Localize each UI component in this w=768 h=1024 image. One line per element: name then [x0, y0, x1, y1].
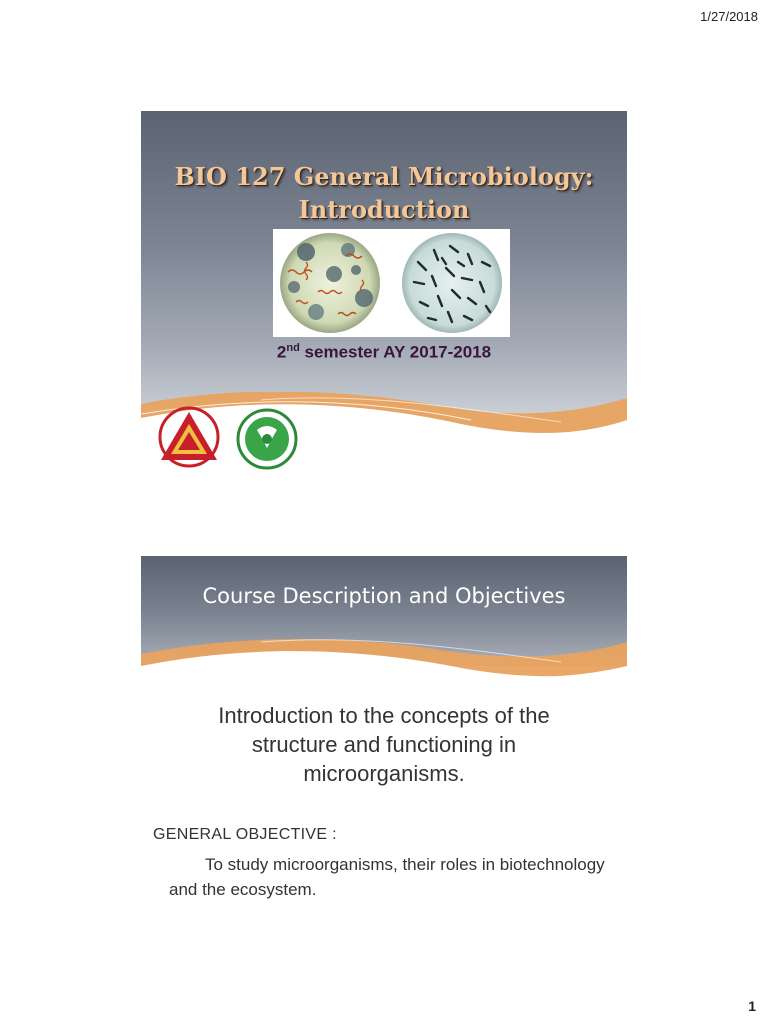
page-number: 1	[748, 998, 756, 1014]
course-description-slide	[141, 556, 627, 926]
college-logo	[233, 408, 301, 470]
decorative-wave	[141, 632, 627, 692]
microscopy-images	[273, 229, 510, 337]
semester-text: 2nd semester AY 2017-2018	[276, 342, 492, 362]
objective-text: To study microorganisms, their roles in biotechnology and the ecosystem.	[169, 855, 605, 899]
slide-title: Course Description and Objectives	[202, 584, 566, 608]
objective-label: GENERAL OBJECTIVE :	[153, 826, 337, 843]
spirochete-micrograph	[276, 232, 384, 334]
university-logo	[153, 406, 225, 468]
page-date: 1/27/2018	[700, 9, 758, 24]
course-description: Introduction to the concepts of the structure and functioning in microorganisms.	[218, 703, 550, 786]
bacilli-micrograph	[398, 232, 506, 334]
title-slide	[141, 111, 627, 492]
slide-title: BIO 127 General Microbiology: Introduction	[174, 162, 594, 224]
